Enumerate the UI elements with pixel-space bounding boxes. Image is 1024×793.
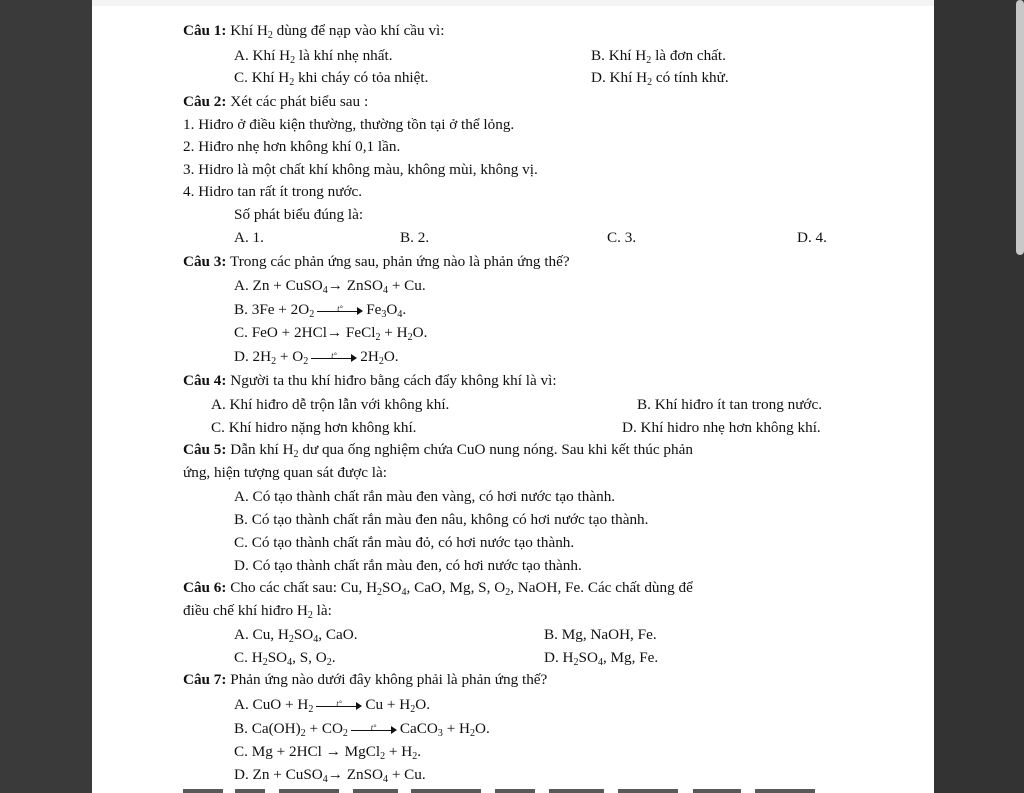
q6-option-a: A. Cu, $H_2SO_4$, CaO. [234, 626, 358, 645]
q6-stem-cont: điều chế khí hiđro $H_2$ là: [183, 602, 332, 621]
q1-option-a: A. Khí $H_2$ là khí nhẹ nhất. [234, 47, 393, 66]
q7-stem: Câu 7: Phản ứng nào dưới đây không phải là phản ứng thế? [183, 671, 548, 688]
q2-option-d: D. 4. [797, 229, 827, 246]
q5-stem: Câu 5: Dẫn khí $H_2$ dư qua ống nghiệm chứa CuO nung nóng. Sau khi kết thúc phản [183, 441, 693, 460]
q3-option-a: A. Zn + CuSO$_4$→ ZnSO$_4$ + Cu. [234, 277, 426, 296]
q2-statement-2: 2. Hiđro nhẹ hơn không khí 0,1 lần. [183, 138, 401, 155]
reaction-arrow: t° [316, 701, 362, 711]
viewer-right-margin [934, 0, 1024, 793]
q4-option-d: D. Khí hidro nhẹ hơn không khí. [622, 419, 821, 436]
q3-option-d: D. $2H_2 + O_2$ t° $2H_2O$. [234, 348, 399, 367]
q7-option-b: B. $Ca(OH)_2 + CO_2$ t° CaCO$_3$ + $H_2O$. [234, 720, 490, 739]
q2-option-b: B. 2. [400, 229, 430, 246]
q5-option-a: A. Có tạo thành chất rắn màu đen vàng, có hơi nước tạo thành. [234, 488, 616, 505]
reaction-arrow: t° [311, 353, 357, 363]
q1-stem: Câu 1: Khí $H_2$ dùng để nạp vào khí cầu vì: [183, 22, 445, 41]
page-top-edge [92, 0, 934, 6]
q3-option-c: C. FeO + 2HCl→ FeCl$_2$ + $H_2O$. [234, 324, 428, 343]
q2-option-a: A. 1. [234, 229, 264, 246]
q7-option-a: A. CuO + $H_2$ t° $Cu + H_2O$. [234, 696, 431, 715]
q4-option-b: B. Khí hiđro ít tan trong nước. [637, 396, 822, 413]
q6-option-c: C. $H_2SO_4$, S, $O_2$. [234, 649, 336, 668]
q5-option-b: B. Có tạo thành chất rắn màu đen nâu, không có hơi nước tạo thành. [234, 511, 649, 528]
q4-stem: Câu 4: Người ta thu khí hiđro bằng cách đẩy không khí là vì: [183, 372, 557, 389]
q4-option-c: C. Khí hidro nặng hơn không khí. [211, 419, 417, 436]
q2-statement-3: 3. Hidro là một chất khí không màu, không mùi, không vị. [183, 161, 538, 178]
q6-option-b: B. Mg, NaOH, Fe. [544, 626, 657, 643]
q2-stem: Câu 2: Xét các phát biểu sau : [183, 93, 369, 110]
q1-option-d: D. Khí $H_2$ có tính khử. [591, 69, 729, 88]
q6-stem: Câu 6: Cho các chất sau: Cu, $H_2SO_4$, CaO, Mg, S, $O_2$, NaOH, Fe. Các chất dùng để [183, 579, 693, 598]
q5-stem-cont: ứng, hiện tượng quan sát được là: [183, 464, 387, 481]
q3-stem: Câu 3: Trong các phản ứng sau, phản ứng nào là phản ứng thế? [183, 253, 570, 270]
q2-statement-4: 4. Hidro tan rất ít trong nước. [183, 183, 363, 200]
q2-statement-1: 1. Hiđro ở điều kiện thường, thường tồn tại ở thể lỏng. [183, 116, 515, 133]
reaction-arrow: t° [317, 306, 363, 316]
q1-option-b: B. Khí $H_2$ là đơn chất. [591, 47, 726, 66]
q5-option-d: D. Có tạo thành chất rắn màu đen, có hơi nước tạo thành. [234, 557, 582, 574]
q2-option-c: C. 3. [607, 229, 637, 246]
q3-option-b: B. $3Fe + 2O_2$ t° $Fe_3O_4$. [234, 301, 407, 320]
reaction-arrow: t° [351, 725, 397, 735]
q7-option-c: C. Mg + 2HCl → MgCl$_2$ + $H_2$. [234, 743, 422, 762]
cut-off-text-line [183, 786, 823, 793]
q6-option-d: D. $H_2SO_4$, Mg, Fe. [544, 649, 659, 668]
q7-option-d: D. Zn + CuSO$_4$→ ZnSO$_4$ + Cu. [234, 766, 426, 785]
q4-option-a: A. Khí hiđro dễ trộn lẫn với không khí. [211, 396, 450, 413]
q5-option-c: C. Có tạo thành chất rắn màu đỏ, có hơi nước tạo thành. [234, 534, 575, 551]
q2-ask: Số phát biểu đúng là: [234, 206, 364, 223]
q1-option-c: C. Khí $H_2$ khi cháy có tỏa nhiệt. [234, 69, 429, 88]
scrollbar-thumb[interactable] [1016, 0, 1024, 255]
